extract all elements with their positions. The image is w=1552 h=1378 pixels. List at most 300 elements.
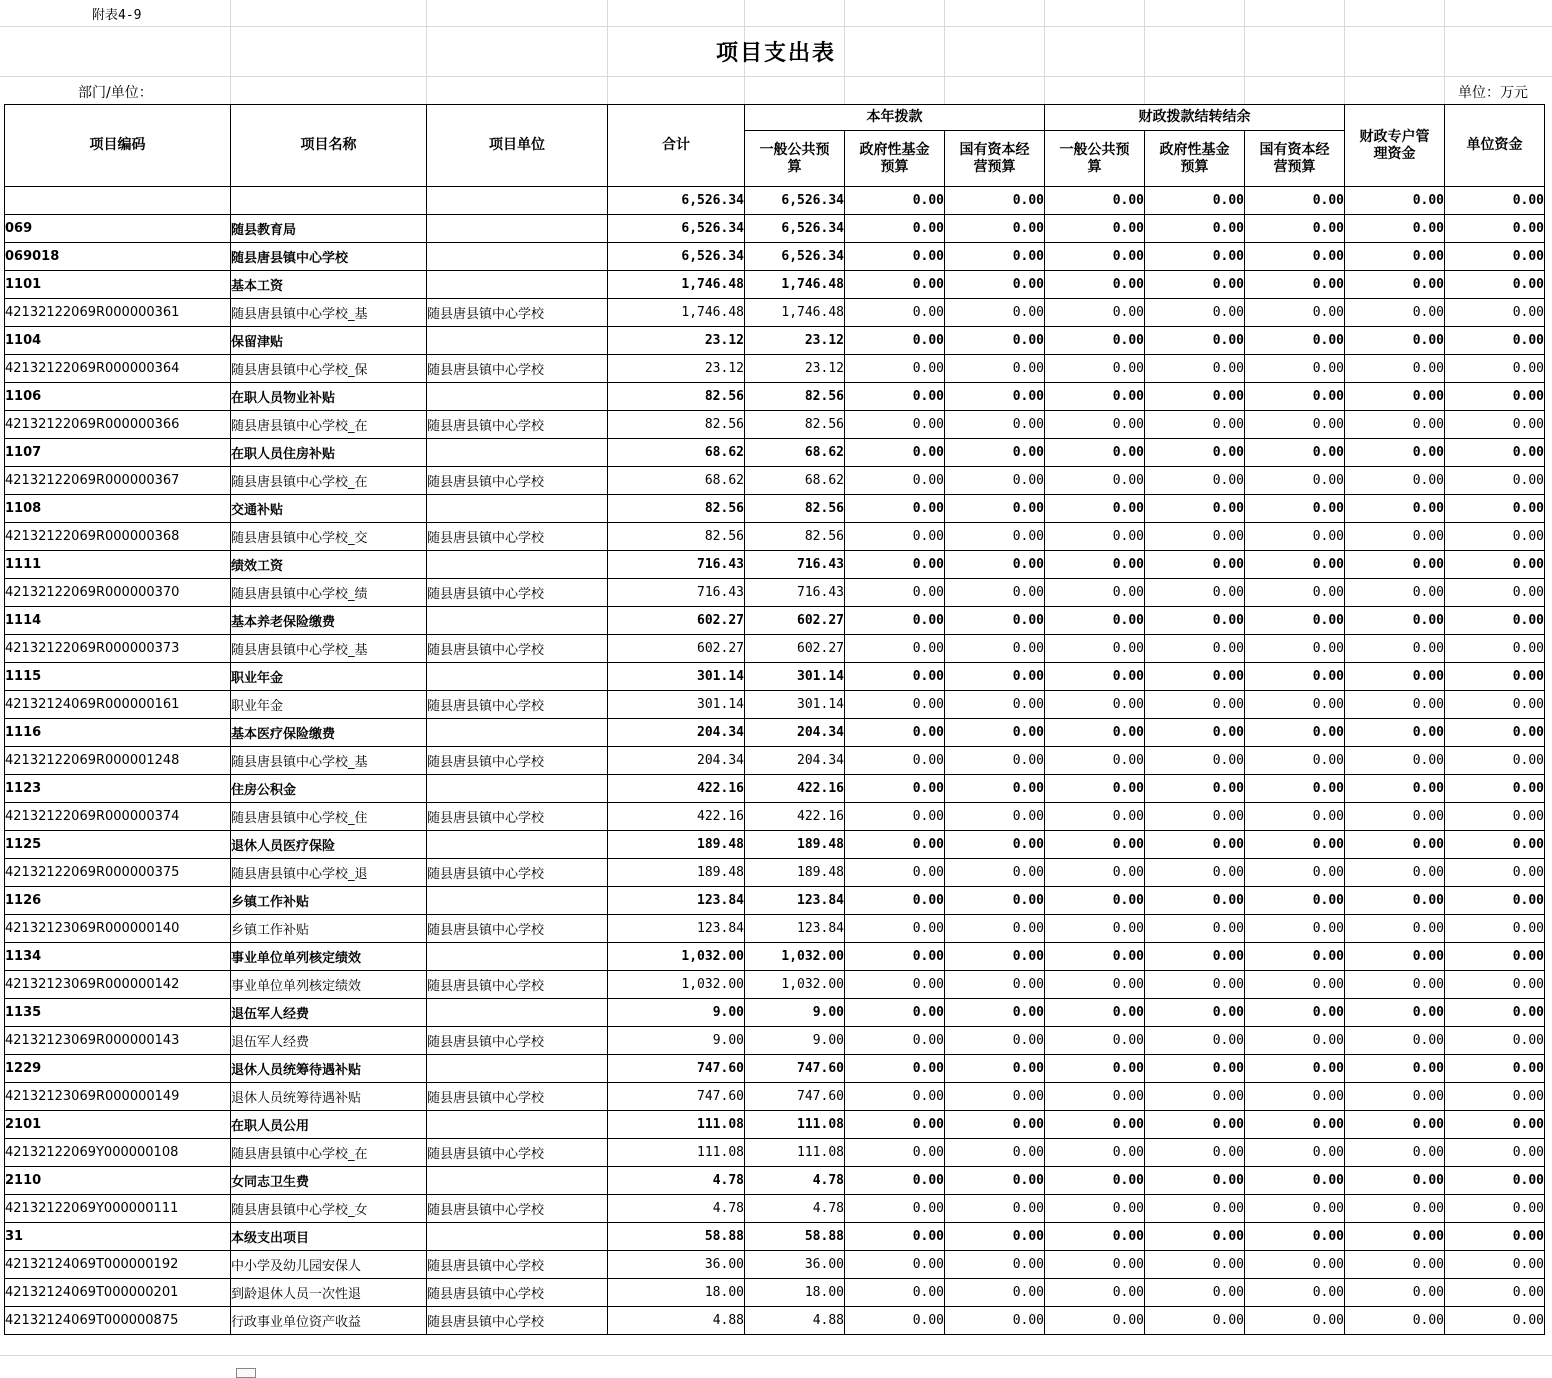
cell-amount[interactable]: 0.00	[945, 607, 1045, 635]
cell-amount[interactable]: 0.00	[1445, 1139, 1545, 1167]
cell-amount[interactable]: 0.00	[845, 1223, 945, 1251]
cell-amount[interactable]: 0.00	[1045, 635, 1145, 663]
cell-unit[interactable]	[427, 887, 608, 915]
cell-amount[interactable]: 301.14	[608, 663, 745, 691]
cell-amount[interactable]: 0.00	[845, 831, 945, 859]
cell-code[interactable]: 42132122069R000001248	[5, 747, 231, 775]
cell-amount[interactable]: 0.00	[845, 663, 945, 691]
cell-amount[interactable]: 0.00	[1145, 915, 1245, 943]
cell-amount[interactable]: 747.60	[745, 1055, 845, 1083]
cell-amount[interactable]: 0.00	[1245, 1279, 1345, 1307]
cell-code[interactable]: 1135	[5, 999, 231, 1027]
cell-amount[interactable]: 0.00	[1145, 859, 1245, 887]
cell-amount[interactable]: 23.12	[608, 327, 745, 355]
cell-amount[interactable]: 0.00	[945, 243, 1045, 271]
cell-name[interactable]: 随县教育局	[231, 215, 427, 243]
cell-amount[interactable]: 0.00	[1445, 943, 1545, 971]
cell-amount[interactable]: 0.00	[945, 523, 1045, 551]
cell-amount[interactable]: 123.84	[745, 887, 845, 915]
cell-amount[interactable]: 58.88	[745, 1223, 845, 1251]
cell-amount[interactable]: 58.88	[608, 1223, 745, 1251]
paste-options-icon[interactable]	[236, 1368, 256, 1378]
cell-unit[interactable]: 随县唐县镇中心学校	[427, 1027, 608, 1055]
cell-unit[interactable]: 随县唐县镇中心学校	[427, 1279, 608, 1307]
cell-code[interactable]: 42132122069R000000361	[5, 299, 231, 327]
cell-amount[interactable]: 0.00	[1345, 635, 1445, 663]
cell-amount[interactable]: 0.00	[845, 607, 945, 635]
cell-amount[interactable]: 0.00	[1045, 271, 1145, 299]
cell-unit[interactable]: 随县唐县镇中心学校	[427, 411, 608, 439]
cell-amount[interactable]: 0.00	[1245, 579, 1345, 607]
cell-amount[interactable]: 0.00	[1445, 663, 1545, 691]
cell-amount[interactable]: 0.00	[1345, 1111, 1445, 1139]
cell-amount[interactable]: 0.00	[1245, 1111, 1345, 1139]
cell-amount[interactable]: 4.88	[608, 1307, 745, 1335]
cell-amount[interactable]: 0.00	[1045, 1167, 1145, 1195]
cell-unit[interactable]	[427, 831, 608, 859]
cell-amount[interactable]: 0.00	[1145, 691, 1245, 719]
cell-amount[interactable]: 0.00	[845, 215, 945, 243]
cell-name[interactable]: 随县唐县镇中心学校_在	[231, 1139, 427, 1167]
cell-amount[interactable]: 23.12	[608, 355, 745, 383]
cell-unit[interactable]	[427, 999, 608, 1027]
cell-amount[interactable]: 0.00	[845, 523, 945, 551]
cell-unit[interactable]: 随县唐县镇中心学校	[427, 859, 608, 887]
cell-amount[interactable]: 0.00	[1145, 551, 1245, 579]
cell-amount[interactable]: 0.00	[945, 859, 1045, 887]
cell-amount[interactable]: 0.00	[1245, 915, 1345, 943]
cell-amount[interactable]: 0.00	[845, 915, 945, 943]
cell-amount[interactable]: 0.00	[1145, 887, 1245, 915]
cell-amount[interactable]: 0.00	[1145, 831, 1245, 859]
cell-amount[interactable]: 0.00	[1445, 1223, 1545, 1251]
cell-amount[interactable]: 111.08	[608, 1139, 745, 1167]
cell-amount[interactable]: 23.12	[745, 327, 845, 355]
cell-amount[interactable]: 0.00	[945, 971, 1045, 999]
cell-amount[interactable]: 1,032.00	[608, 943, 745, 971]
cell-amount[interactable]: 301.14	[745, 663, 845, 691]
cell-amount[interactable]: 204.34	[745, 719, 845, 747]
cell-amount[interactable]: 0.00	[945, 411, 1045, 439]
cell-unit[interactable]: 随县唐县镇中心学校	[427, 635, 608, 663]
cell-amount[interactable]: 0.00	[1045, 1055, 1145, 1083]
cell-amount[interactable]: 0.00	[1445, 635, 1545, 663]
cell-amount[interactable]: 0.00	[945, 831, 1045, 859]
cell-amount[interactable]: 0.00	[945, 635, 1045, 663]
cell-amount[interactable]: 0.00	[1345, 1195, 1445, 1223]
cell-amount[interactable]: 602.27	[745, 607, 845, 635]
cell-amount[interactable]: 0.00	[845, 271, 945, 299]
cell-amount[interactable]: 0.00	[1345, 691, 1445, 719]
cell-amount[interactable]: 0.00	[1145, 243, 1245, 271]
cell-code[interactable]: 1116	[5, 719, 231, 747]
cell-amount[interactable]: 0.00	[1245, 1251, 1345, 1279]
cell-amount[interactable]: 716.43	[608, 579, 745, 607]
cell-amount[interactable]: 747.60	[608, 1083, 745, 1111]
cell-amount[interactable]: 0.00	[1145, 1251, 1245, 1279]
cell-name[interactable]: 随县唐县镇中心学校_基	[231, 635, 427, 663]
cell-amount[interactable]: 0.00	[945, 215, 1045, 243]
cell-amount[interactable]: 0.00	[1445, 187, 1545, 215]
cell-amount[interactable]: 0.00	[1245, 1195, 1345, 1223]
cell-amount[interactable]: 0.00	[1245, 411, 1345, 439]
cell-unit[interactable]: 随县唐县镇中心学校	[427, 691, 608, 719]
cell-amount[interactable]: 0.00	[1045, 439, 1145, 467]
cell-name[interactable]: 随县唐县镇中心学校_基	[231, 299, 427, 327]
cell-amount[interactable]: 23.12	[745, 355, 845, 383]
cell-amount[interactable]: 6,526.34	[745, 243, 845, 271]
cell-amount[interactable]: 4.78	[745, 1195, 845, 1223]
cell-amount[interactable]: 0.00	[1145, 495, 1245, 523]
cell-code[interactable]: 1101	[5, 271, 231, 299]
cell-amount[interactable]: 0.00	[1345, 439, 1445, 467]
cell-amount[interactable]: 0.00	[1445, 215, 1545, 243]
cell-amount[interactable]: 0.00	[1445, 1307, 1545, 1335]
cell-amount[interactable]: 0.00	[1145, 1307, 1245, 1335]
cell-amount[interactable]: 0.00	[1345, 775, 1445, 803]
cell-code[interactable]: 069	[5, 215, 231, 243]
cell-amount[interactable]: 0.00	[1245, 355, 1345, 383]
cell-amount[interactable]: 0.00	[1045, 607, 1145, 635]
cell-amount[interactable]: 0.00	[1345, 1167, 1445, 1195]
cell-amount[interactable]: 0.00	[1145, 1111, 1245, 1139]
cell-amount[interactable]: 0.00	[1345, 495, 1445, 523]
cell-amount[interactable]: 204.34	[745, 747, 845, 775]
cell-amount[interactable]: 0.00	[1245, 1307, 1345, 1335]
cell-amount[interactable]: 0.00	[845, 467, 945, 495]
cell-amount[interactable]: 0.00	[845, 1083, 945, 1111]
cell-amount[interactable]: 0.00	[1045, 327, 1145, 355]
cell-code[interactable]: 069018	[5, 243, 231, 271]
cell-amount[interactable]: 422.16	[745, 803, 845, 831]
cell-amount[interactable]: 0.00	[945, 663, 1045, 691]
cell-code[interactable]: 1126	[5, 887, 231, 915]
cell-amount[interactable]: 0.00	[1445, 355, 1545, 383]
cell-amount[interactable]: 0.00	[945, 1223, 1045, 1251]
cell-amount[interactable]: 0.00	[845, 859, 945, 887]
cell-amount[interactable]: 82.56	[608, 411, 745, 439]
cell-amount[interactable]: 111.08	[745, 1139, 845, 1167]
cell-amount[interactable]: 0.00	[1145, 1223, 1245, 1251]
cell-amount[interactable]: 123.84	[608, 915, 745, 943]
cell-amount[interactable]: 0.00	[945, 1195, 1045, 1223]
cell-name[interactable]: 中小学及幼儿园安保人	[231, 1251, 427, 1279]
cell-amount[interactable]: 0.00	[1145, 1195, 1245, 1223]
cell-amount[interactable]: 0.00	[1045, 1027, 1145, 1055]
cell-amount[interactable]: 0.00	[945, 691, 1045, 719]
cell-amount[interactable]: 0.00	[1445, 243, 1545, 271]
cell-unit[interactable]: 随县唐县镇中心学校	[427, 299, 608, 327]
cell-amount[interactable]: 0.00	[1245, 1083, 1345, 1111]
cell-amount[interactable]: 0.00	[1045, 1111, 1145, 1139]
cell-amount[interactable]: 0.00	[1045, 579, 1145, 607]
cell-amount[interactable]: 0.00	[945, 915, 1045, 943]
cell-unit[interactable]	[427, 187, 608, 215]
cell-amount[interactable]: 0.00	[1445, 607, 1545, 635]
cell-code[interactable]: 42132123069R000000149	[5, 1083, 231, 1111]
cell-name[interactable]: 退伍军人经费	[231, 999, 427, 1027]
cell-amount[interactable]: 0.00	[945, 495, 1045, 523]
cell-amount[interactable]: 0.00	[1445, 1055, 1545, 1083]
cell-amount[interactable]: 4.88	[745, 1307, 845, 1335]
cell-name[interactable]: 随县唐县镇中心学校_住	[231, 803, 427, 831]
cell-amount[interactable]: 0.00	[1445, 439, 1545, 467]
cell-amount[interactable]: 36.00	[745, 1251, 845, 1279]
cell-amount[interactable]: 0.00	[1345, 663, 1445, 691]
cell-amount[interactable]: 0.00	[1445, 551, 1545, 579]
cell-amount[interactable]: 0.00	[845, 495, 945, 523]
cell-amount[interactable]: 0.00	[1245, 999, 1345, 1027]
cell-amount[interactable]: 0.00	[1045, 971, 1145, 999]
cell-amount[interactable]: 0.00	[1045, 887, 1145, 915]
cell-amount[interactable]: 422.16	[608, 803, 745, 831]
cell-amount[interactable]: 18.00	[745, 1279, 845, 1307]
cell-amount[interactable]: 0.00	[1045, 187, 1145, 215]
cell-name[interactable]: 退休人员统筹待遇补贴	[231, 1055, 427, 1083]
cell-amount[interactable]: 0.00	[1045, 467, 1145, 495]
cell-amount[interactable]: 0.00	[845, 439, 945, 467]
cell-amount[interactable]: 0.00	[1445, 523, 1545, 551]
cell-unit[interactable]: 随县唐县镇中心学校	[427, 1195, 608, 1223]
cell-unit[interactable]	[427, 719, 608, 747]
cell-amount[interactable]: 0.00	[1045, 1251, 1145, 1279]
cell-amount[interactable]: 82.56	[608, 383, 745, 411]
cell-amount[interactable]: 0.00	[1145, 411, 1245, 439]
cell-amount[interactable]: 0.00	[1045, 1307, 1145, 1335]
cell-unit[interactable]	[427, 943, 608, 971]
cell-code[interactable]: 1114	[5, 607, 231, 635]
cell-amount[interactable]: 747.60	[745, 1083, 845, 1111]
cell-amount[interactable]: 0.00	[1345, 355, 1445, 383]
cell-amount[interactable]: 6,526.34	[745, 215, 845, 243]
cell-code[interactable]: 42132122069R000000370	[5, 579, 231, 607]
cell-amount[interactable]: 716.43	[608, 551, 745, 579]
cell-amount[interactable]: 0.00	[1045, 803, 1145, 831]
cell-unit[interactable]: 随县唐县镇中心学校	[427, 1307, 608, 1335]
cell-amount[interactable]: 0.00	[1145, 1083, 1245, 1111]
cell-code[interactable]: 42132124069T000000875	[5, 1307, 231, 1335]
cell-amount[interactable]: 0.00	[845, 999, 945, 1027]
cell-name[interactable]: 退休人员医疗保险	[231, 831, 427, 859]
cell-amount[interactable]: 68.62	[745, 439, 845, 467]
cell-amount[interactable]: 0.00	[1245, 327, 1345, 355]
cell-amount[interactable]: 0.00	[845, 971, 945, 999]
cell-name[interactable]: 随县唐县镇中心学校_保	[231, 355, 427, 383]
cell-amount[interactable]: 0.00	[1145, 355, 1245, 383]
cell-code[interactable]: 1229	[5, 1055, 231, 1083]
cell-amount[interactable]: 1,746.48	[608, 299, 745, 327]
cell-name[interactable]: 到龄退休人员一次性退	[231, 1279, 427, 1307]
cell-name[interactable]: 随县唐县镇中心学校_绩	[231, 579, 427, 607]
cell-unit[interactable]	[427, 1111, 608, 1139]
cell-amount[interactable]: 0.00	[1245, 831, 1345, 859]
cell-name[interactable]: 在职人员物业补贴	[231, 383, 427, 411]
cell-amount[interactable]: 4.78	[608, 1167, 745, 1195]
cell-code[interactable]: 42132123069R000000142	[5, 971, 231, 999]
cell-amount[interactable]: 0.00	[1445, 915, 1545, 943]
cell-amount[interactable]: 82.56	[608, 523, 745, 551]
cell-code[interactable]: 42132122069R000000375	[5, 859, 231, 887]
cell-amount[interactable]: 0.00	[1145, 719, 1245, 747]
cell-code[interactable]: 42132122069R000000373	[5, 635, 231, 663]
cell-amount[interactable]: 0.00	[1245, 1139, 1345, 1167]
cell-amount[interactable]: 0.00	[1345, 327, 1445, 355]
cell-amount[interactable]: 0.00	[1245, 495, 1345, 523]
cell-amount[interactable]: 0.00	[1345, 299, 1445, 327]
cell-amount[interactable]: 0.00	[1245, 1223, 1345, 1251]
cell-amount[interactable]: 0.00	[945, 1111, 1045, 1139]
cell-code[interactable]: 42132122069R000000364	[5, 355, 231, 383]
cell-code[interactable]: 42132122069Y000000111	[5, 1195, 231, 1223]
cell-unit[interactable]	[427, 439, 608, 467]
cell-amount[interactable]: 0.00	[1345, 1027, 1445, 1055]
cell-amount[interactable]: 0.00	[1145, 523, 1245, 551]
cell-amount[interactable]: 716.43	[745, 551, 845, 579]
cell-amount[interactable]: 204.34	[608, 719, 745, 747]
cell-amount[interactable]: 0.00	[845, 579, 945, 607]
cell-code[interactable]: 1123	[5, 775, 231, 803]
cell-amount[interactable]: 0.00	[1445, 831, 1545, 859]
cell-amount[interactable]: 0.00	[1345, 1307, 1445, 1335]
cell-amount[interactable]: 0.00	[1345, 859, 1445, 887]
cell-code[interactable]: 42132122069R000000374	[5, 803, 231, 831]
cell-amount[interactable]: 0.00	[1445, 579, 1545, 607]
cell-amount[interactable]: 0.00	[1445, 467, 1545, 495]
cell-amount[interactable]: 0.00	[1345, 803, 1445, 831]
cell-unit[interactable]: 随县唐县镇中心学校	[427, 803, 608, 831]
cell-name[interactable]: 本级支出项目	[231, 1223, 427, 1251]
cell-amount[interactable]: 82.56	[608, 495, 745, 523]
cell-amount[interactable]: 0.00	[1345, 579, 1445, 607]
cell-amount[interactable]: 0.00	[1045, 1223, 1145, 1251]
cell-amount[interactable]: 6,526.34	[745, 187, 845, 215]
cell-amount[interactable]: 0.00	[1445, 1279, 1545, 1307]
cell-amount[interactable]: 9.00	[745, 999, 845, 1027]
cell-amount[interactable]: 0.00	[1145, 971, 1245, 999]
cell-name[interactable]: 住房公积金	[231, 775, 427, 803]
cell-amount[interactable]: 0.00	[1045, 383, 1145, 411]
cell-name[interactable]: 事业单位单列核定绩效	[231, 971, 427, 999]
cell-name[interactable]: 基本工资	[231, 271, 427, 299]
cell-amount[interactable]: 0.00	[845, 719, 945, 747]
cell-amount[interactable]: 0.00	[1245, 523, 1345, 551]
cell-unit[interactable]	[427, 243, 608, 271]
cell-amount[interactable]: 0.00	[845, 327, 945, 355]
cell-name[interactable]: 行政事业单位资产收益	[231, 1307, 427, 1335]
cell-amount[interactable]: 0.00	[845, 1027, 945, 1055]
cell-amount[interactable]: 6,526.34	[608, 215, 745, 243]
cell-amount[interactable]: 1,032.00	[745, 971, 845, 999]
cell-amount[interactable]: 0.00	[1345, 831, 1445, 859]
cell-name[interactable]: 在职人员公用	[231, 1111, 427, 1139]
cell-amount[interactable]: 0.00	[845, 747, 945, 775]
cell-amount[interactable]: 0.00	[1245, 215, 1345, 243]
cell-unit[interactable]: 随县唐县镇中心学校	[427, 1139, 608, 1167]
cell-amount[interactable]: 0.00	[1245, 607, 1345, 635]
cell-amount[interactable]: 0.00	[1445, 887, 1545, 915]
cell-code[interactable]: 42132123069R000000143	[5, 1027, 231, 1055]
cell-unit[interactable]: 随县唐县镇中心学校	[427, 1251, 608, 1279]
cell-code[interactable]: 2110	[5, 1167, 231, 1195]
cell-code[interactable]: 31	[5, 1223, 231, 1251]
cell-amount[interactable]: 0.00	[945, 887, 1045, 915]
cell-amount[interactable]: 0.00	[1245, 635, 1345, 663]
cell-amount[interactable]: 0.00	[1245, 719, 1345, 747]
cell-amount[interactable]: 0.00	[1145, 439, 1245, 467]
cell-amount[interactable]: 0.00	[1245, 803, 1345, 831]
cell-amount[interactable]: 0.00	[1345, 1083, 1445, 1111]
cell-amount[interactable]: 0.00	[1445, 495, 1545, 523]
cell-amount[interactable]: 0.00	[1445, 747, 1545, 775]
cell-name[interactable]: 绩效工资	[231, 551, 427, 579]
cell-unit[interactable]	[427, 271, 608, 299]
cell-name[interactable]: 女同志卫生费	[231, 1167, 427, 1195]
cell-amount[interactable]: 0.00	[945, 327, 1045, 355]
cell-amount[interactable]: 0.00	[1145, 1055, 1245, 1083]
cell-code[interactable]: 1125	[5, 831, 231, 859]
cell-amount[interactable]: 0.00	[1045, 495, 1145, 523]
cell-amount[interactable]: 0.00	[1445, 1167, 1545, 1195]
cell-amount[interactable]: 189.48	[608, 831, 745, 859]
cell-amount[interactable]: 0.00	[945, 467, 1045, 495]
cell-amount[interactable]: 9.00	[745, 1027, 845, 1055]
cell-name[interactable]: 随县唐县镇中心学校_在	[231, 467, 427, 495]
cell-amount[interactable]: 0.00	[1345, 943, 1445, 971]
cell-amount[interactable]: 0.00	[1445, 775, 1545, 803]
cell-amount[interactable]: 0.00	[1045, 243, 1145, 271]
cell-amount[interactable]: 0.00	[845, 775, 945, 803]
cell-amount[interactable]: 0.00	[1145, 747, 1245, 775]
cell-code[interactable]: 42132124069R000000161	[5, 691, 231, 719]
cell-amount[interactable]: 0.00	[945, 1027, 1045, 1055]
cell-name[interactable]: 交通补贴	[231, 495, 427, 523]
cell-amount[interactable]: 0.00	[845, 1279, 945, 1307]
cell-amount[interactable]: 0.00	[1345, 271, 1445, 299]
cell-amount[interactable]: 0.00	[945, 943, 1045, 971]
cell-amount[interactable]: 0.00	[845, 1167, 945, 1195]
cell-amount[interactable]: 0.00	[845, 551, 945, 579]
cell-amount[interactable]: 6,526.34	[608, 243, 745, 271]
cell-name[interactable]: 乡镇工作补贴	[231, 887, 427, 915]
cell-amount[interactable]: 0.00	[1245, 747, 1345, 775]
cell-name[interactable]: 随县唐县镇中心学校_交	[231, 523, 427, 551]
cell-amount[interactable]: 0.00	[1345, 1251, 1445, 1279]
cell-unit[interactable]	[427, 327, 608, 355]
cell-amount[interactable]: 0.00	[1045, 411, 1145, 439]
cell-code[interactable]: 1134	[5, 943, 231, 971]
cell-amount[interactable]: 0.00	[1345, 999, 1445, 1027]
cell-amount[interactable]: 0.00	[945, 1251, 1045, 1279]
cell-amount[interactable]: 0.00	[845, 1307, 945, 1335]
cell-amount[interactable]: 0.00	[1445, 1251, 1545, 1279]
cell-amount[interactable]: 6,526.34	[608, 187, 745, 215]
cell-amount[interactable]: 0.00	[1045, 1195, 1145, 1223]
cell-amount[interactable]: 0.00	[1445, 859, 1545, 887]
cell-code[interactable]: 42132123069R000000140	[5, 915, 231, 943]
cell-amount[interactable]: 0.00	[1145, 187, 1245, 215]
cell-amount[interactable]: 0.00	[1245, 467, 1345, 495]
cell-amount[interactable]: 0.00	[945, 999, 1045, 1027]
cell-amount[interactable]: 0.00	[1045, 747, 1145, 775]
cell-amount[interactable]: 0.00	[1245, 775, 1345, 803]
cell-unit[interactable]: 随县唐县镇中心学校	[427, 971, 608, 999]
cell-amount[interactable]: 0.00	[1245, 1055, 1345, 1083]
cell-amount[interactable]: 0.00	[1045, 663, 1145, 691]
cell-amount[interactable]: 0.00	[1045, 299, 1145, 327]
cell-unit[interactable]	[427, 1167, 608, 1195]
cell-amount[interactable]: 0.00	[1345, 467, 1445, 495]
cell-amount[interactable]: 0.00	[1345, 1279, 1445, 1307]
